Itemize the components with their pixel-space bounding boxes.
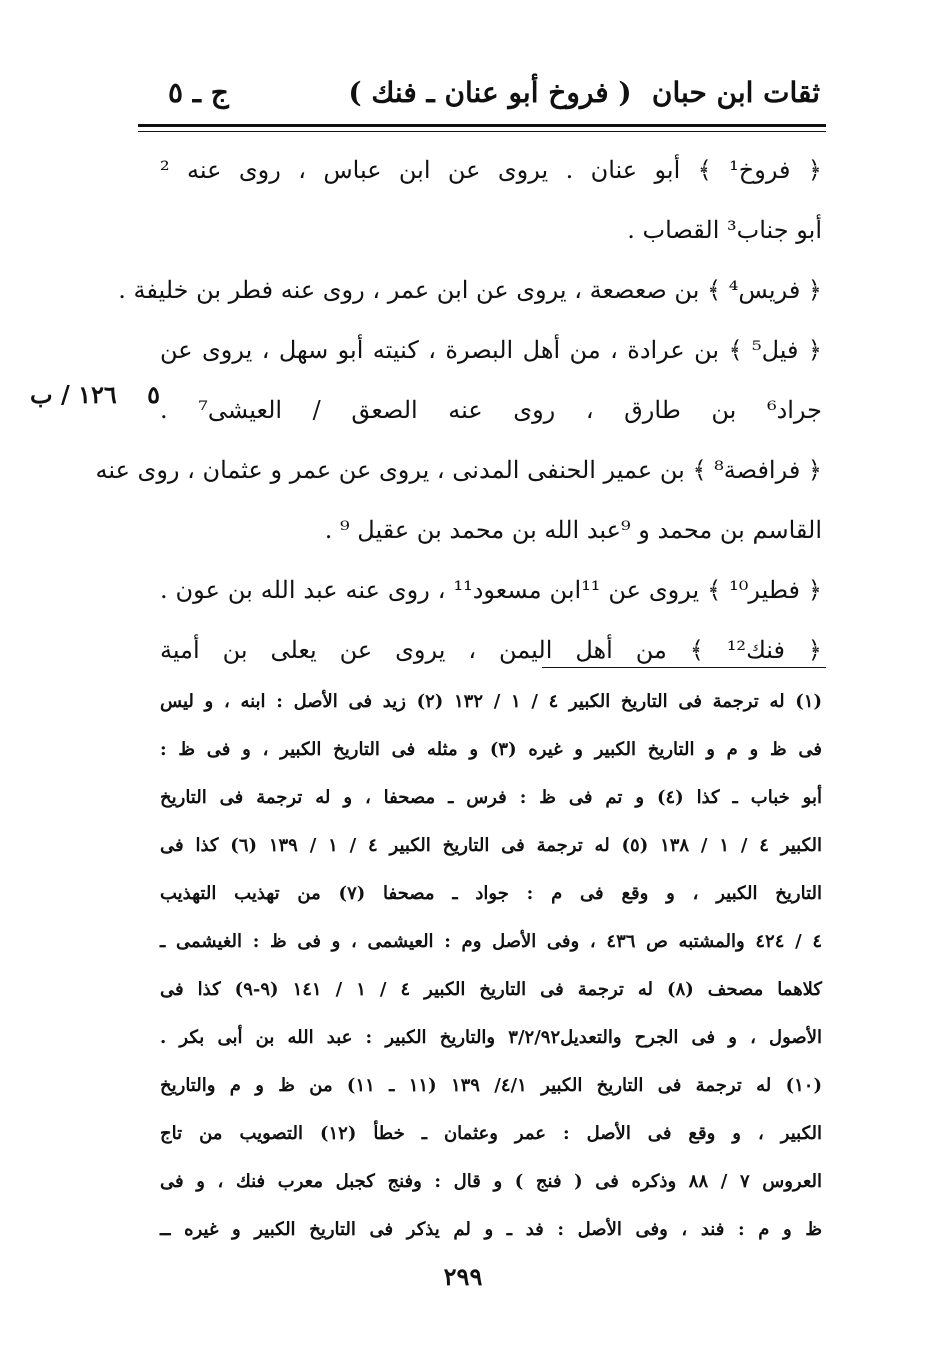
text-line: ﴿ فنك¹² ﴾ من أهل اليمن ، يروى عن يعلى بن أمية [160,636,822,664]
header-rule-thin [138,131,826,132]
footnote-line: (١) له ترجمة فى التاريخ الكبير ٤ / ١ / ١٣٢ (٢) زيد فى الأصل : ابنه ، و ليس [160,691,822,712]
footnote-line: كلاهما مصحف (٨) له ترجمة فى التاريخ الكبير ٤ / ١ / ١٤١ (٩-٩) كذا فى [160,979,822,1000]
text-line: ﴿ فيل⁵ ﴾ بن عرادة ، من أهل البصرة ، كنيته أبو سهل ، يروى عن [160,336,822,364]
margin-note [30,372,160,422]
footnote-line: الأصول ، و فى الجرح والتعديل٣/٢/٩٢ والتاريخ الكبير : عبد الله بن أبى بكر . [160,1027,822,1048]
text-line: ﴿ فروخ¹ ﴾ أبو عنان . يروى عن ابن عباس ، روى عنه ² [160,156,822,184]
footnote-line: فى ظ و م و التاريخ الكبير و غيره (٣) و مثله فى التاريخ الكبير ، و فى ظ : [160,739,822,760]
text-line: ﴿ فطير¹⁰ ﴾ يروى عن ¹¹ابن مسعود¹¹ ، روى عنه عبد الله بن عون . [160,576,822,604]
text-line: أبو جناب³ القصاب . [627,216,822,244]
footnote-line: (١٠) له ترجمة فى التاريخ الكبير ٤/١/ ١٣٩ (١١ ـ ١١) من ظ و م والتاريخ [160,1075,823,1096]
footnote-separator [542,667,826,668]
section-title: ( فروخ أبو عنان ـ فنك ) [348,76,632,109]
page-number: ٢٩٩ [443,1262,483,1291]
header-rule [138,124,826,127]
footnote-line: ٤ / ٤٢٤ والمشتبه ص ٤٣٦ ، وفى الأصل وم : العيشمى ، و فى ظ : الغيشمى ـ [160,931,822,952]
volume-label: ج ـ ٥ [168,76,229,109]
footnote-line: التاريخ الكبير ، و وقع فى م : جواد ـ مصحفا (٧) من تهذيب التهذيب [160,883,822,904]
main-text [95,140,822,680]
footnote-line: الكبير ٤ / ١ / ١٣٨ (٥) له ترجمة فى التاريخ الكبير ٤ / ١ / ١٣٩ (٦) كذا فى [160,835,822,856]
footnote-line: ظ و م : فند ، وفى الأصل : فد ـ و لم يذكر فى التاريخ الكبير و غيره ــ [160,1219,822,1240]
text-line: ﴿ فريس⁴ ﴾ بن صعصعة ، يروى عن ابن عمر ، روى عنه فطر بن خليفة . [118,276,822,304]
text-line: القاسم بن محمد و ⁹عبد الله بن محمد بن عقيل ⁹ . [324,516,822,544]
footnote-line: أبو خباب ـ كذا (٤) و تم فى ظ : فرس ـ مصحفا ، و له ترجمة فى التاريخ [160,787,822,808]
margin-line-number: ٥ [147,380,160,409]
manuscript-folio-ref: ١٢٦ / ب [30,380,117,409]
book-title: ثقات ابن حبان [651,76,820,109]
text-line: جراد⁶ بن طارق ، روى عنه الصعق / العيشى⁷ . [160,396,822,424]
footnotes [160,678,822,1254]
footnote-line: الكبير ، و وقع فى الأصل : عمر وعثمان ـ خطأ (١٢) التصويب من تاج [160,1123,822,1144]
running-header [160,72,820,122]
footnote-line: العروس ٧ / ٨٨ وذكره فى ( فنج ) و قال : وفنج كجبل معرب فنك ، و فى [160,1171,822,1192]
text-line: ﴿ فرافصة⁸ ﴾ بن عمير الحنفى المدنى ، يروى عن عمر و عثمان ، روى عنه [95,456,822,484]
